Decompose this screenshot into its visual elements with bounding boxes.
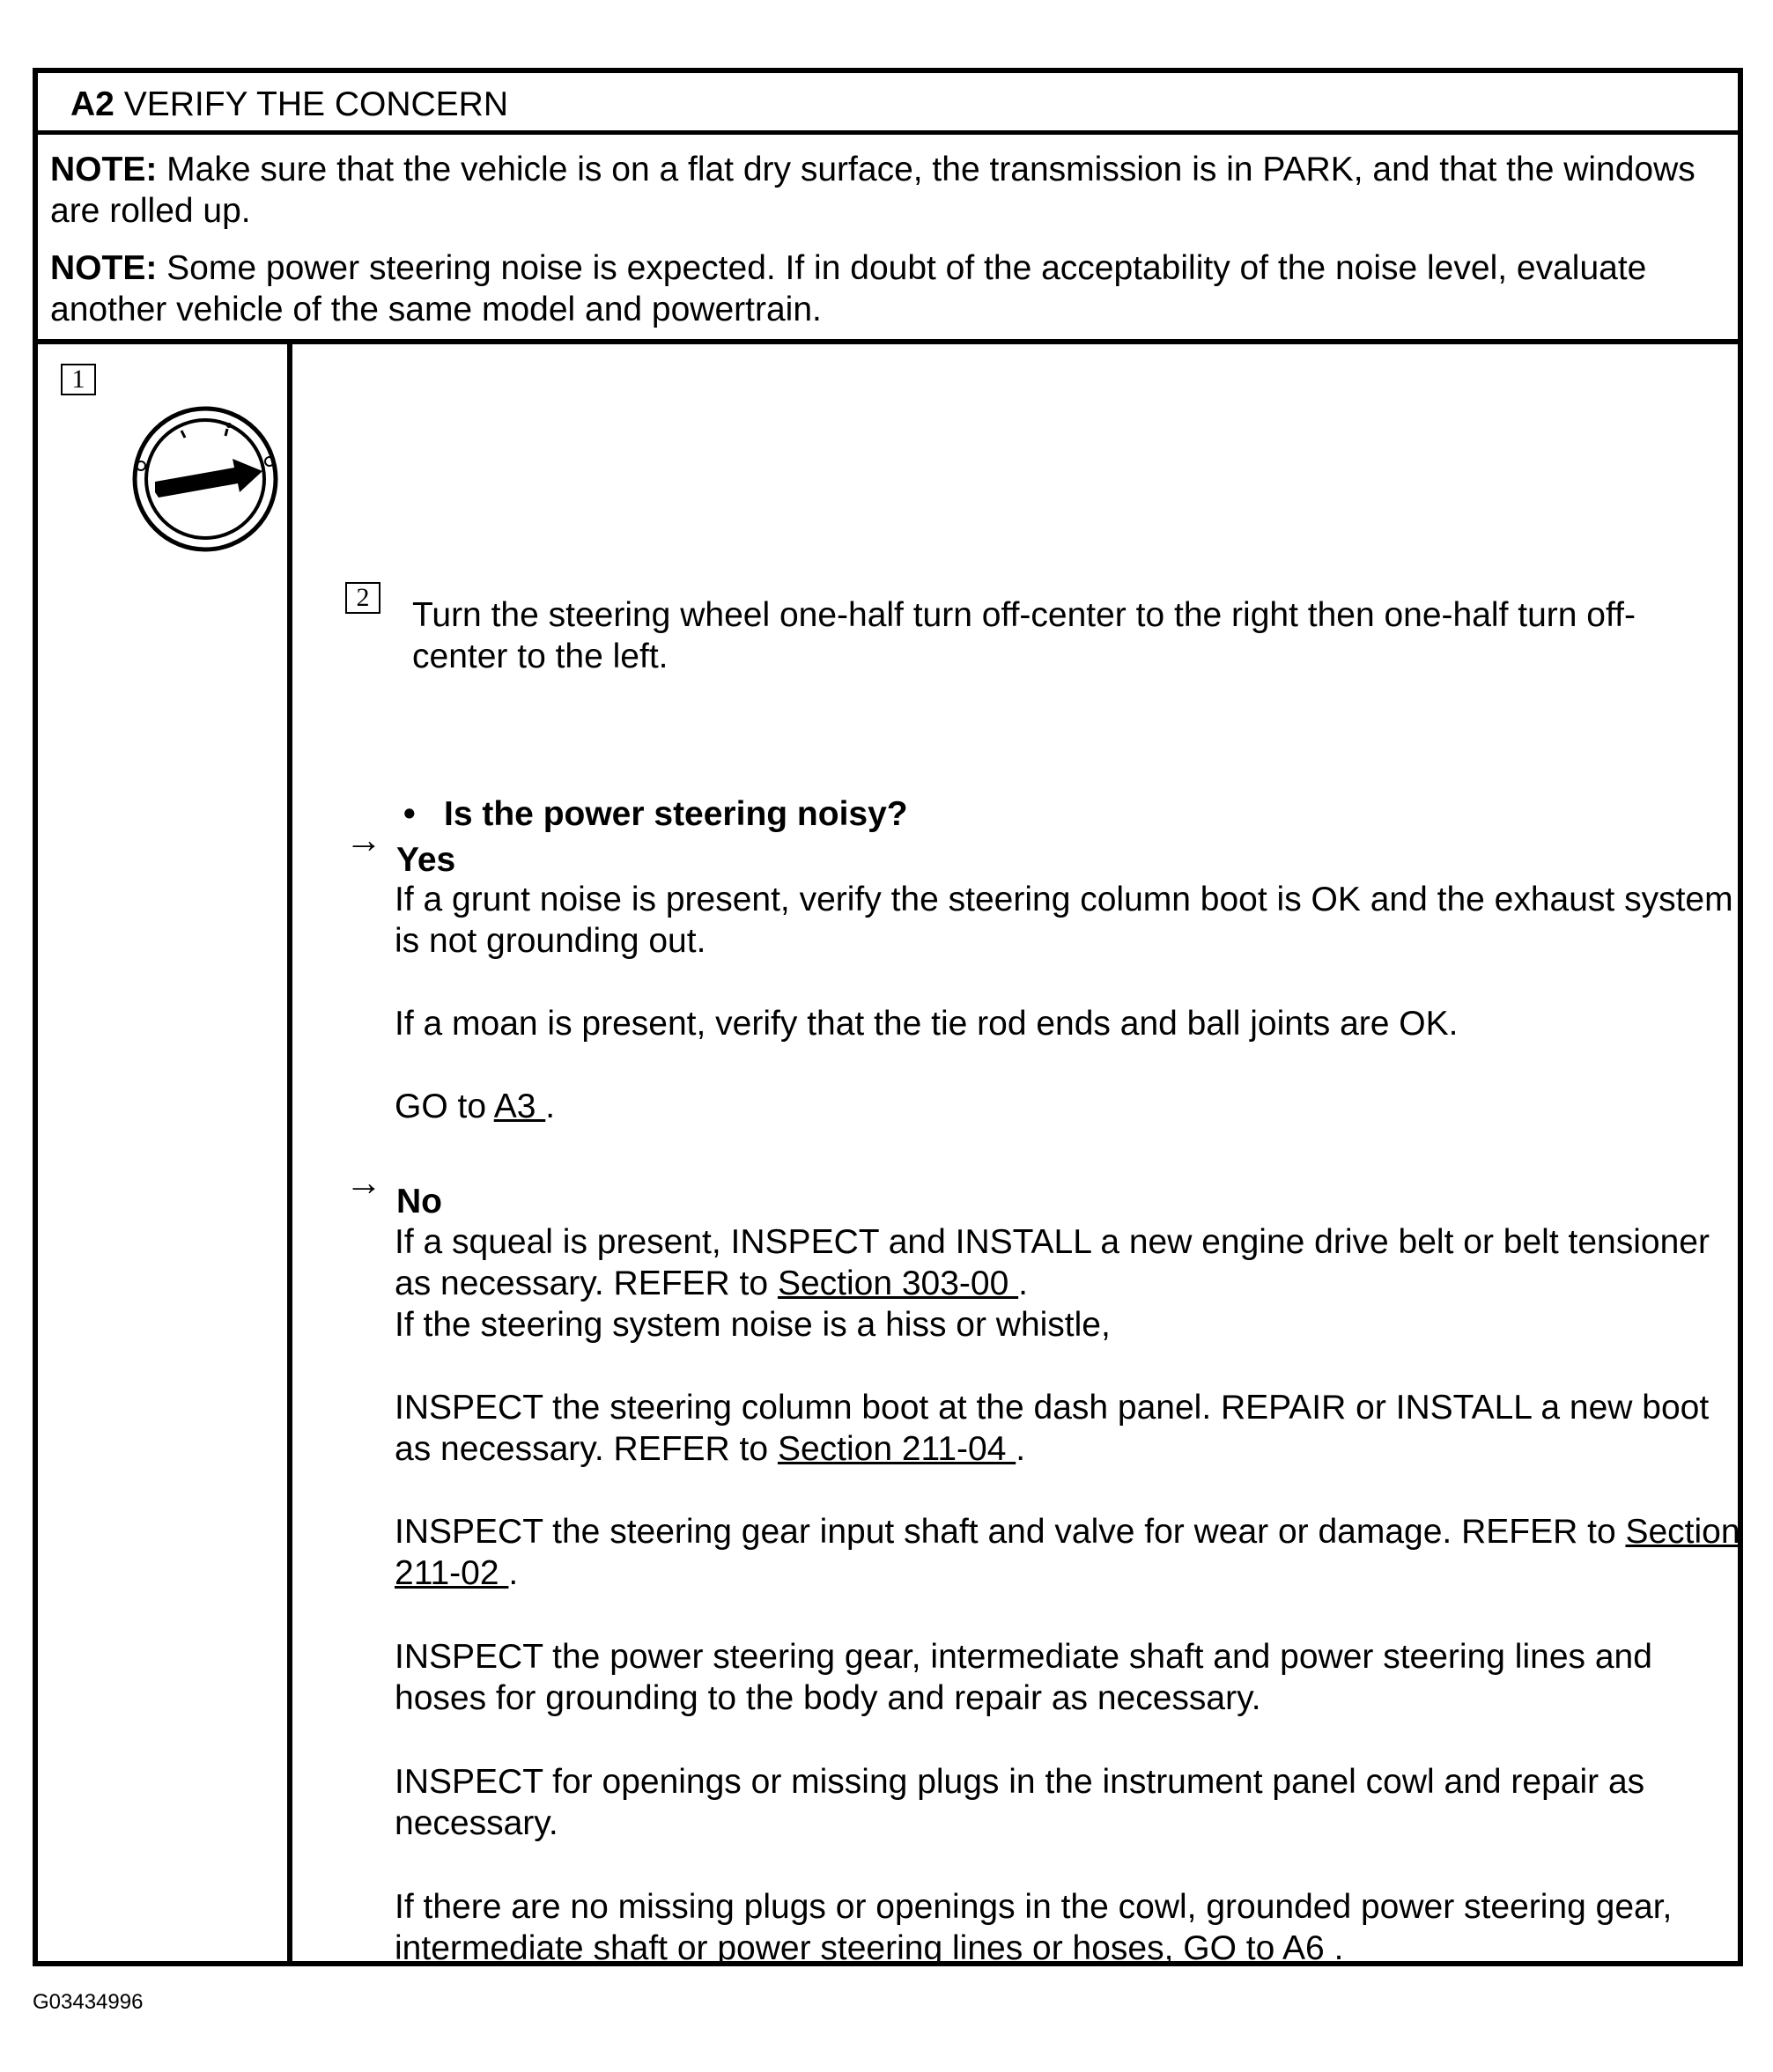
illustration-column xyxy=(38,344,292,1961)
procedure-table xyxy=(33,68,1743,1966)
yes-goto xyxy=(395,1086,1742,1127)
bullet-glyph: • xyxy=(403,795,416,833)
yes-label: Yes xyxy=(396,841,456,879)
step-title: VERIFY THE CONCERN xyxy=(123,85,508,123)
text: If there are no missing plugs or openings in the cowl, grounded power steering gear, intermediate shaft or power steering lines or hoses, GO to xyxy=(395,1888,1673,1967)
no-input-shaft-text xyxy=(395,1511,1742,1594)
text: If a squeal is present, INSPECT and INSTALL a new engine drive belt or belt tensioner as necessary. REFER to xyxy=(395,1223,1710,1302)
procedure-body xyxy=(38,344,1740,1967)
note-text: Make sure that the vehicle is on a flat dry surface, the transmission is in PARK, and that the windows are rolled up. xyxy=(50,151,1695,230)
no-squeal-text xyxy=(395,1221,1742,1346)
goto-suffix: . xyxy=(545,1088,556,1125)
link-a3[interactable]: A3 xyxy=(493,1088,546,1125)
note-text: Some power steering noise is expected. If in doubt of the acceptability of the noise level, evaluate another vehicle of the same model and powertrain. xyxy=(50,249,1647,328)
no-cowl-text: INSPECT for openings or missing plugs in the instrument panel cowl and repair as necessary. xyxy=(395,1763,1645,1842)
no-final-goto xyxy=(395,1886,1742,1969)
text: INSPECT the steering column boot at the dash panel. REPAIR or INSTALL a new boot as necessary. REFER to xyxy=(395,1389,1710,1468)
link-a6[interactable]: A6 xyxy=(1282,1929,1334,1967)
step-2-marker: 2 xyxy=(345,582,380,614)
page-title xyxy=(70,85,508,124)
figure-id-caption: G03434996 xyxy=(33,1990,144,2014)
text: . xyxy=(1016,1430,1026,1468)
yes-grunt-text: If a grunt noise is present, verify the steering column boot is OK and the exhaust system is not grounding out. xyxy=(395,881,1733,960)
step-id: A2 xyxy=(70,85,115,123)
note-label: NOTE: xyxy=(50,151,158,188)
step-2-instruction: Turn the steering wheel one-half turn off-center to the right then one-half turn off-center to the left. xyxy=(412,596,1636,675)
text: If the steering system noise is a hiss or whistle, xyxy=(395,1306,1111,1344)
text: . xyxy=(508,1554,519,1592)
no-label: No xyxy=(396,1183,442,1220)
goto-prefix: GO to xyxy=(395,1088,494,1125)
note-flat-surface xyxy=(50,149,1724,232)
text: INSPECT the steering gear input shaft and valve for wear or damage. REFER to xyxy=(395,1513,1626,1551)
question-text: Is the power steering noisy? xyxy=(444,795,908,833)
title-row xyxy=(38,73,1738,135)
instruction-column xyxy=(292,344,1740,1967)
text: . xyxy=(1333,1929,1344,1967)
no-arrow-icon: → xyxy=(345,1161,382,1203)
notes-section xyxy=(38,135,1738,344)
ignition-switch-icon xyxy=(130,404,280,554)
link-section-211-02[interactable]: Section 211-02 xyxy=(395,1513,1740,1592)
no-grounding-text: INSPECT the power steering gear, intermediate shaft and power steering lines and hoses for grounding to the body and repair as necessary. xyxy=(395,1638,1652,1717)
link-section-211-04[interactable]: Section 211-04 xyxy=(777,1430,1016,1468)
link-section-303-00[interactable]: Section 303-00 xyxy=(777,1265,1019,1302)
note-label: NOTE: xyxy=(50,249,158,287)
yes-moan-text: If a moan is present, verify that the tie rod ends and ball joints are OK. xyxy=(395,1005,1459,1043)
note-expected-noise xyxy=(50,247,1724,330)
question xyxy=(403,793,908,835)
step-1-marker: 1 xyxy=(61,364,96,395)
no-boot-text xyxy=(395,1387,1742,1470)
text: . xyxy=(1018,1265,1028,1302)
yes-arrow-icon: → xyxy=(345,819,382,860)
